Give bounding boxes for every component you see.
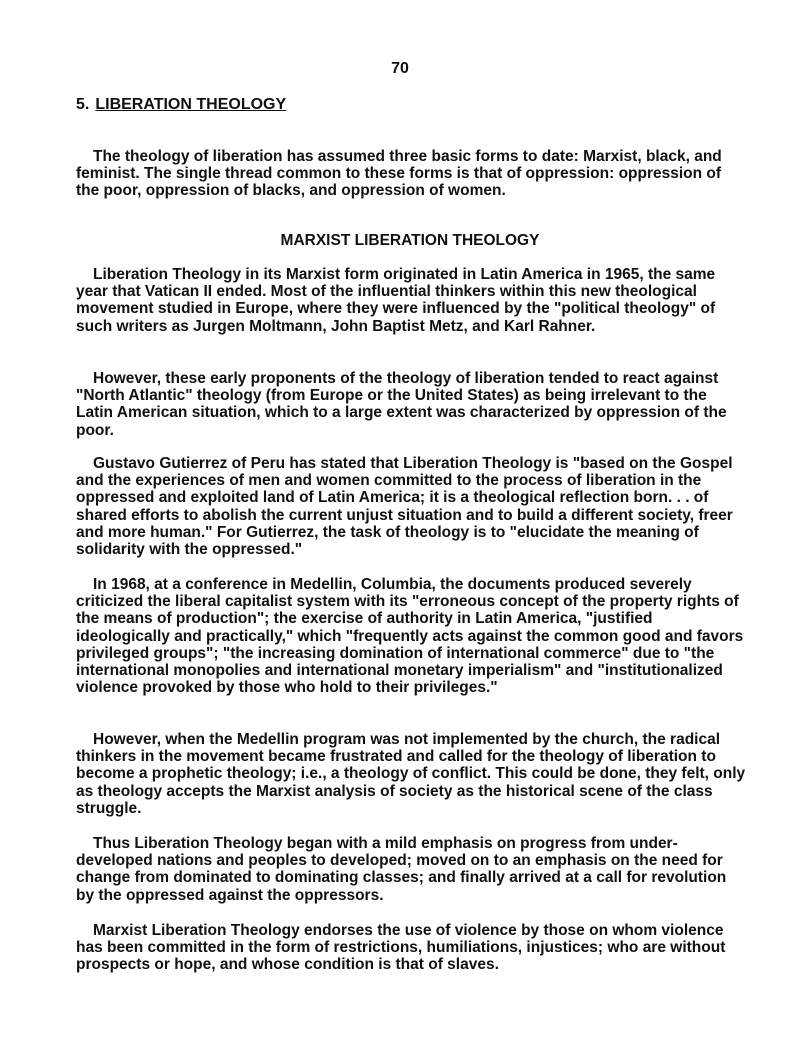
paragraph-intro: The theology of liberation has assumed three basic forms to date: Marxist, black, and feminist. The single thread common to these forms is that of oppression: oppression of the poor, oppression of blacks, and oppression of women.: [76, 148, 722, 200]
paragraph-medellin: In 1968, at a conference in Medellin, Columbia, the documents produced severely criticized the liberal capitalist system with its "erroneous concept of the property rights of the means of production"; the exercise of authority in Latin America, "justified ideologically and practically," which "frequently acts against the common good and favors privileged groups"; "the increasing domination of international commerce" due to "the international monopolies and international monetary imperialism" and "institutionalized violence provoked by those who hold to their privileges.": [76, 576, 744, 697]
subheading: MARXIST LIBERATION THEOLOGY: [280, 232, 540, 249]
paragraph-progress: Thus Liberation Theology began with a mild emphasis on progress from under-developed nations and peoples to developed; moved on to an emphasis on the need for change from dominated to dominating classes; and finally arrived at a call for revolution by the oppressed against the oppressors.: [76, 835, 727, 904]
paragraph-violence: Marxist Liberation Theology endorses the use of violence by those on whom violence has been committed in the form of restrictions, humiliations, injustices; who are without prospects or hope, and whose condition is that of slaves.: [76, 922, 726, 974]
section-title: LIBERATION THEOLOGY: [95, 96, 287, 113]
page-number: 70: [391, 60, 409, 77]
paragraph-prophetic: However, when the Medellin program was not implemented by the church, the radical thinkers in the movement became frustrated and called for the theology of liberation to become a prophetic theology; i.e., a theology of conflict. This could be done, they felt, only as theology accepts the Marxist analysis of society as the historical scene of the class struggle.: [76, 731, 746, 817]
section-heading: [76, 96, 286, 114]
section-number: 5.: [76, 96, 90, 113]
paragraph-north-atlantic: However, these early proponents of the theology of liberation tended to react against "North Atlantic" theology (from Europe or the United States) as being irrelevant to the Latin American situation, which to a large extent was characterized by oppression of the poor.: [76, 370, 727, 439]
paragraph-gutierrez: Gustavo Gutierrez of Peru has stated that Liberation Theology is "based on the Gospel and the experiences of men and women committed to the process of liberation in the oppressed and exploited land of Latin America; it is a theological reflection born. . . of shared efforts to abolish the current unjust situation and to build a different society, freer and more human." For Gutierrez, the task of theology is to "elucidate the meaning of solidarity with the oppressed.": [76, 455, 733, 559]
paragraph-origin: Liberation Theology in its Marxist form originated in Latin America in 1965, the same year that Vatican II ended. Most of the influential thinkers within this new theological movement studied in Europe, where they were influenced by the "political theology" of such writers as Jurgen Moltmann, John Baptist Metz, and Karl Rahner.: [76, 266, 716, 335]
